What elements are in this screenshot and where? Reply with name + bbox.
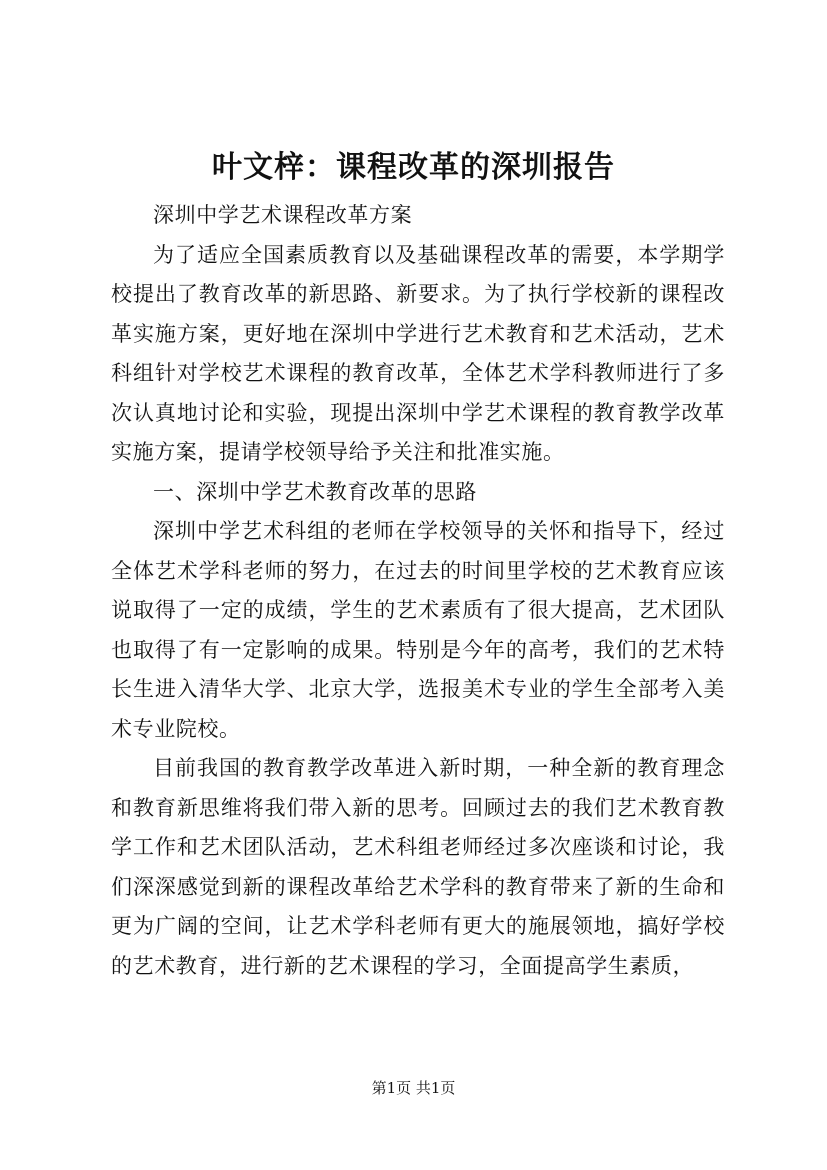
paragraph: 深圳中学艺术科组的老师在学校领导的关怀和指导下，经过全体艺术学科老师的努力，在过去的时间里学校的艺术教育应该说取得了一定的成绩，学生的艺术素质有了很大提高，艺术团队也取得了有一定影响的成果。特别是今年的高考，我们的艺术特长生进入清华大学、北京大学，选报美术专业的学生全部考入美术专业院校。 bbox=[111, 519, 725, 741]
paragraph-heading: 深圳中学艺术课程改革方案 bbox=[153, 203, 413, 227]
document-title: 叶文梓：课程改革的深圳报告 bbox=[212, 150, 615, 185]
page-footer: 第1页 共1页 bbox=[371, 1079, 456, 1097]
paragraph: 为了适应全国素质教育以及基础课程改革的需要，本学期学校提出了教育改革的新思路、新要求。为了执行学校新的课程改革实施方案，更好地在深圳中学进行艺术教育和艺术活动，艺术科组针对学校艺术课程的教育改革，全体艺术学科教师进行了多次认真地讨论和实验，现提出深圳中学艺术课程的教育教学改革实施方案，提请学校领导给予关注和批准实施。 bbox=[111, 242, 725, 464]
paragraph: 目前我国的教育教学改革进入新时期，一种全新的教育理念和教育新思维将我们带入新的思考。回顾过去的我们艺术教育教学工作和艺术团队活动，艺术科组老师经过多次座谈和讨论，我们深深感觉到新的课程改革给艺术学科的教育带来了新的生命和更为广阔的空间，让艺术学科老师有更大的施展领地，搞好学校的艺术教育，进行新的艺术课程的学习，全面提高学生素质， bbox=[111, 756, 725, 978]
section-heading: 一、深圳中学艺术教育改革的思路 bbox=[153, 479, 477, 504]
document-body bbox=[111, 196, 725, 986]
